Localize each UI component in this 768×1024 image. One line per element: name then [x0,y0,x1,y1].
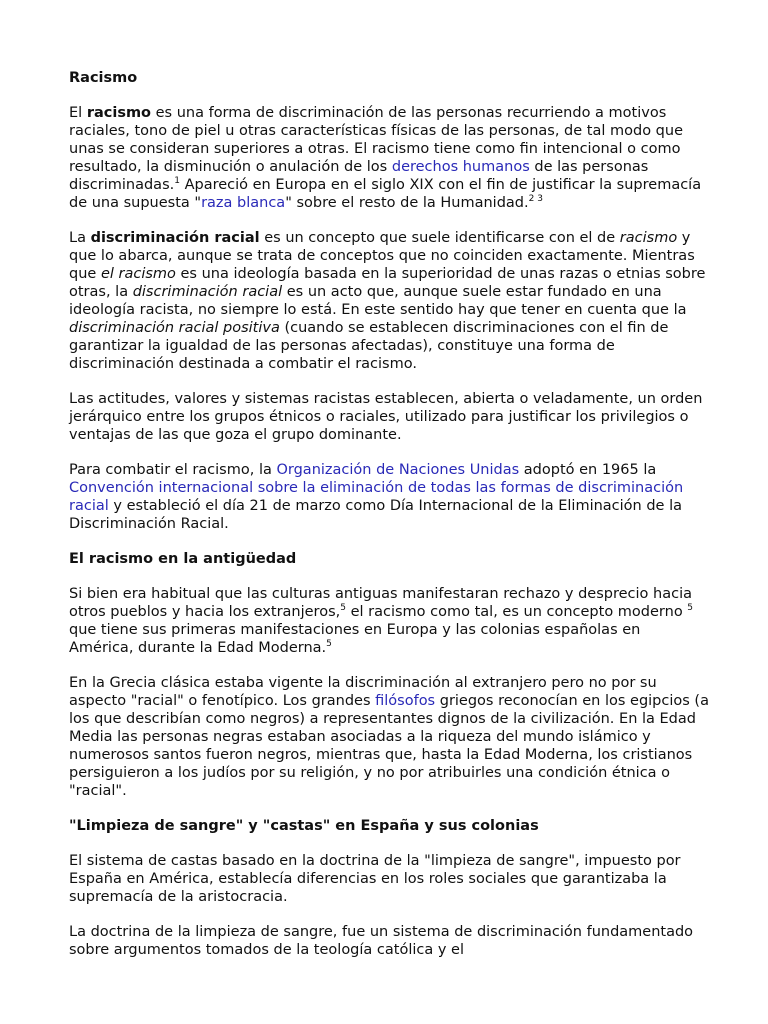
footnote-ref[interactable]: 5 [326,639,332,650]
text: es una ideología basada en la superioridad de unas razas o etnias sobre otras, la [69,266,706,300]
paragraph-4 [69,461,709,533]
text: Apareció en Europa en el siglo XIX con el fin de justificar la supremacía de una supuesta " [69,177,702,211]
text: y estableció el día 21 de marzo como Día Internacional de la Eliminación de la Discriminación Racial. [69,498,682,532]
text: " sobre el resto de la Humanidad. [285,195,529,211]
text: La [69,230,91,246]
text: de las personas discriminadas. [69,159,649,193]
paragraph-8: La doctrina de la limpieza de sangre, fue un sistema de discriminación fundamentado sobre argumentos tomados de la teología católica y el [69,924,694,958]
text: que tiene sus primeras manifestaciones en Europa y las colonias españolas en América, durante la Edad Moderna. [69,622,641,656]
paragraph-3: Las actitudes, valores y sistemas racistas establecen, abierta o veladamente, un orden jerárquico entre los grupos étnicos o raciales, utilizado para justificar los privilegios o ventajas de las que goza el grupo dominante. [69,391,703,443]
link-filosofos[interactable]: filósofos [375,693,436,709]
heading-racismo: Racismo [69,70,138,86]
link-derechos-humanos[interactable]: derechos humanos [391,159,530,175]
footnote-ref[interactable]: 5 [340,603,346,614]
paragraph-7: El sistema de castas basado en la doctrina de la "limpieza de sangre", impuesto por España en América, establecía diferencias en los roles sociales que garantizaba la supremacía de la aristocracia. [69,853,681,905]
bold-term: racismo [86,105,152,121]
text: El [69,105,87,121]
paragraph-2 [69,229,709,373]
italic-term: discriminación racial [132,284,283,300]
italic-term: discriminación racial positiva [69,320,280,336]
text: En la Grecia clásica estaba vigente la discriminación al extranjero pero no por su aspecto "racial" o fenotípico. Los grandes [69,675,657,709]
text: Para combatir el racismo, la [69,462,277,478]
link-onu[interactable]: Organización de Naciones Unidas [276,462,520,478]
footnote-ref[interactable]: 2 3 [528,194,543,205]
text: Si bien era habitual que las culturas antiguas manifestaran rechazo y desprecio hacia otros pueblos y hacia los extranjeros, [69,586,692,620]
text: es una forma de discriminación de las personas recurriendo a motivos raciales, tono de piel u otras características físicas de las personas, de tal modo que unas se consideran superiores a otras. El racismo tiene como fin intencional o como resultado, la disminución o anulación de los [69,105,683,175]
link-raza-blanca[interactable]: raza blanca [201,195,286,211]
italic-term: racismo [619,230,678,246]
paragraph-5 [69,585,709,657]
text: es un concepto que suele identificarse con el de [259,230,620,246]
text: y que lo abarca, aunque se trata de conceptos que no coinciden exactamente. Mientras que [69,230,695,282]
text: (cuando se establecen discriminaciones con el fin de garantizar la igualdad de las personas afectadas), constituye una forma de discriminación destinada a combatir el racismo. [69,320,669,372]
footnote-ref[interactable]: 1 [174,176,180,187]
italic-term: el racismo [100,266,176,282]
heading-limpieza-de-sangre: "Limpieza de sangre" y "castas" en España y sus colonias [69,818,539,834]
paragraph-1 [69,104,709,212]
text: adoptó en 1965 la [519,462,657,478]
document-content [69,69,709,976]
text: el racismo como tal, es un concepto moderno [345,604,688,620]
text: griegos reconocían en los egipcios (a los que describían como negros) a representantes dignos de la civilización. En la Edad Media las personas negras estaban asociadas a la riqueza del mundo islámico y numerosos santos fueron negros, mientras que, hasta la Edad Moderna, los cristianos persiguieron a los judíos por su religión, y no por atribuirles una condición étnica o "racial". [69,693,709,799]
bold-term: discriminación racial [90,230,260,246]
link-convencion[interactable]: Convención internacional sobre la eliminación de todas las formas de discriminación racial [69,480,684,514]
text: es un acto que, aunque suele estar fundado en una ideología racista, no siempre lo está. En este sentido hay que tener en cuenta que la [69,284,687,318]
heading-antiguedad: El racismo en la antigüedad [69,551,297,567]
footnote-ref[interactable]: 5 [687,603,694,614]
paragraph-6 [69,674,709,800]
